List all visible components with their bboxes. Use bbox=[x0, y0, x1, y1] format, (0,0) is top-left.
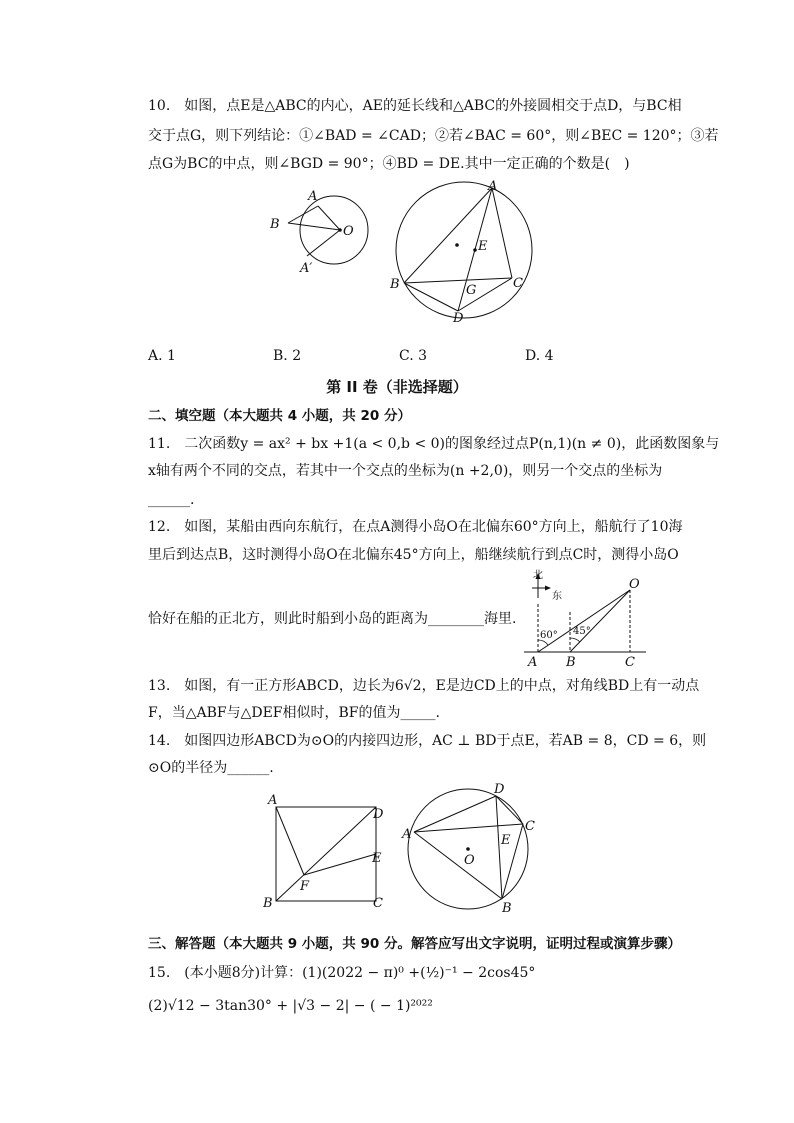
circ-label-a: A bbox=[402, 827, 412, 842]
q15-line-2: (2)√12 − 3tan30° + |√3 − 2| − ( − 1)²⁰²² bbox=[148, 998, 433, 1014]
angle-45-label: 45° bbox=[573, 626, 591, 637]
sq-label-f: F bbox=[300, 879, 310, 894]
fig12-label-c: C bbox=[625, 655, 635, 670]
fig12-label-a: A bbox=[528, 655, 538, 670]
fig2-label-b: B bbox=[390, 277, 400, 292]
q10-option-c: C. 3 bbox=[399, 348, 428, 364]
sq-label-d: D bbox=[373, 807, 384, 822]
q10-line-3: 点G为BC的中点，则∠BGD = 90°；④BD = DE.其中一定正确的个数是( ) bbox=[148, 156, 630, 172]
sq-label-e: E bbox=[372, 851, 382, 866]
q10-figure-circumcircle bbox=[384, 178, 544, 326]
fig1-label-b: B bbox=[270, 217, 280, 232]
q13-figure-square bbox=[258, 790, 388, 912]
fig1-label-a-prime: A′ bbox=[300, 261, 313, 276]
circ-label-o: O bbox=[464, 853, 475, 868]
fig2-label-g: G bbox=[466, 283, 477, 298]
q12-line-1: 12. 如图，某船由西向东航行，在点A测得小岛O在北偏东60°方向上，船航行了10海 bbox=[148, 519, 683, 535]
fig1-label-a: A bbox=[308, 189, 318, 204]
section-2-title: 第 II 卷（非选择题） bbox=[326, 378, 468, 396]
q14-figure-inscribed-quadrilateral bbox=[398, 780, 548, 914]
circ-label-c: C bbox=[525, 819, 535, 834]
circ-label-d: D bbox=[494, 782, 505, 797]
q12-line-3: 恰好在船的正北方，则此时船到小岛的距离为________海里. bbox=[148, 611, 517, 627]
q11-line-2: x轴有两个不同的交点，若其中一个交点的坐标为(n +2,0)，则另一个交点的坐标为 bbox=[148, 463, 663, 479]
circ-label-b: B bbox=[502, 901, 512, 914]
q10-option-a: A. 1 bbox=[148, 348, 176, 364]
sq-label-c: C bbox=[373, 896, 383, 911]
q12-figure-ship-bearing bbox=[522, 568, 648, 670]
compass-east-label: 东 bbox=[552, 591, 562, 602]
fig2-label-d: D bbox=[453, 311, 464, 326]
fig2-label-a: A bbox=[488, 179, 498, 194]
q10-line-2: 交于点G，则下列结论：①∠BAD = ∠CAD；②若∠BAC = 60°，则∠BEC = 120°；③若 bbox=[148, 128, 719, 144]
fig1-label-o: O bbox=[343, 224, 354, 239]
q11-line-3: ______. bbox=[148, 492, 195, 508]
section-2-heading: 二、填空题（本大题共 4 小题，共 20 分） bbox=[148, 408, 411, 424]
q14-line-2: ⊙O的半径为______. bbox=[148, 760, 274, 776]
q11-line-1: 11. 二次函数y = ax² + bx +1(a < 0,b < 0)的图象经过点P(n,1)(n ≠ 0)，此函数图象与 bbox=[148, 436, 720, 452]
circ-label-e: E bbox=[501, 833, 511, 848]
sq-label-b: B bbox=[263, 896, 273, 911]
q15-line-1: 15. (本小题8分)计算：(1)(2022 − π)⁰ +(½)⁻¹ − 2cos45° bbox=[148, 965, 536, 981]
q12-line-2: 里后到达点B，这时测得小岛O在北偏东45°方向上，船继续航行到点C时，测得小岛O bbox=[148, 547, 679, 563]
compass-north-label: 北 bbox=[533, 570, 543, 581]
section-3-heading: 三、解答题（本大题共 9 小题，共 90 分。解答应写出文字说明，证明过程或演算步骤） bbox=[148, 936, 681, 952]
q14-line-1: 14. 如图四边形ABCD为⊙O的内接四边形，AC ⊥ BD于点E，若AB = 8，CD = 6，则 bbox=[148, 733, 707, 749]
q10-line-1: 10. 如图，点E是△ABC的内心，AE的延长线和△ABC的外接圆相交于点D，与BC相 bbox=[148, 98, 682, 114]
q10-figure-small-circle bbox=[262, 184, 382, 280]
sq-label-a: A bbox=[268, 793, 278, 808]
fig12-label-o: O bbox=[629, 577, 640, 592]
q10-option-b: B. 2 bbox=[273, 348, 302, 364]
fig2-label-c: C bbox=[513, 276, 523, 291]
fig2-label-e: E bbox=[478, 239, 488, 254]
q13-line-1: 13. 如图，有一正方形ABCD，边长为6√2，E是边CD上的中点，对角线BD上有一动点 bbox=[148, 678, 700, 694]
q13-line-2: F，当△ABF与△DEF相似时，BF的值为_____. bbox=[148, 705, 440, 721]
q10-option-d: D. 4 bbox=[525, 348, 554, 364]
angle-60-label: 60° bbox=[540, 630, 558, 641]
fig12-label-b: B bbox=[566, 655, 576, 670]
